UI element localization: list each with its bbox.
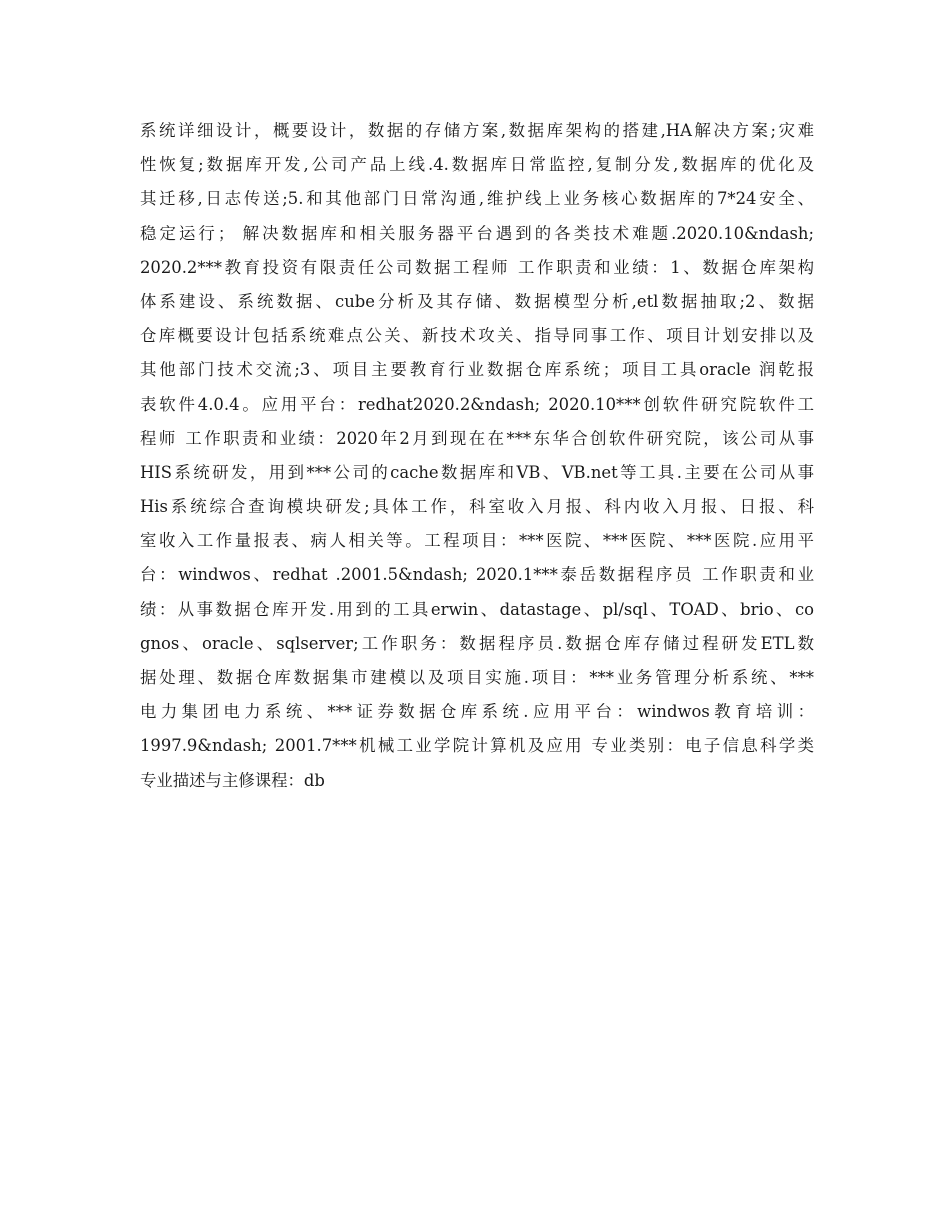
- text-line: 专业描述与主修课程：db: [140, 770, 325, 790]
- text-line: gnos、oracle、sqlserver;工作职务：数据程序员.数据仓库存储过程研发ETL数: [140, 633, 814, 653]
- text-line: 绩：从事数据仓库开发.用到的工具erwin、datastage、pl/sql、TOAD、brio、co: [140, 599, 814, 619]
- text-line: 电力集团电力系统、***证券数据仓库系统.应用平台：windwos教育培训：: [140, 702, 814, 722]
- text-line: 其他部门技术交流;3、项目主要教育行业数据仓库系统；项目工具oracle 润乾报: [140, 360, 814, 380]
- text-line: 1997.9&ndash; 2001.7***机械工业学院计算机及应用 专业类别：电子信息科学类: [140, 736, 814, 756]
- text-line: 表软件4.0.4。应用平台：redhat2020.2&ndash; 2020.10***创软件研究院软件工: [140, 394, 814, 414]
- text-line: 其迁移,日志传送;5.和其他部门日常沟通,维护线上业务核心数据库的7*24安全、: [140, 189, 814, 209]
- text-line: 室收入工作量报表、病人相关等。工程项目：***医院、***医院、***医院.应用平: [140, 531, 814, 551]
- text-line: HIS系统研发，用到***公司的cache数据库和VB、VB.net等工具.主要在公司从事: [140, 462, 814, 482]
- text-line: 台：windwos、redhat .2001.5&ndash; 2020.1***泰岳数据程序员 工作职责和业: [140, 565, 814, 585]
- text-line: 据处理、数据仓库数据集市建模以及项目实施.项目：***业务管理分析系统、***: [140, 668, 814, 687]
- resume-text-block: [140, 114, 814, 798]
- text-line: His系统综合查询模块研发;具体工作，科室收入月报、科内收入月报、日报、科: [140, 497, 814, 517]
- text-line: 2020.2***教育投资有限责任公司数据工程师 工作职责和业绩：1、数据仓库架构: [140, 257, 814, 277]
- text-line: 程师 工作职责和业绩：2020年2月到现在在***东华合创软件研究院，该公司从事: [140, 428, 814, 448]
- text-line: 仓库概要设计包括系统难点公关、新技术攻关、指导同事工作、项目计划安排以及: [140, 326, 814, 346]
- text-line: 系统详细设计，概要设计，数据的存储方案,数据库架构的搭建,HA解决方案;灾难: [140, 121, 814, 140]
- text-line: 稳定运行； 解决数据库和相关服务器平台遇到的各类技术难题.2020.10&ndash;: [140, 223, 814, 243]
- text-line: 体系建设、系统数据、cube分析及其存储、数据模型分析,etl数据抽取;2、数据: [140, 291, 814, 311]
- text-line: 性恢复;数据库开发,公司产品上线.4.数据库日常监控,复制分发,数据库的优化及: [140, 155, 814, 175]
